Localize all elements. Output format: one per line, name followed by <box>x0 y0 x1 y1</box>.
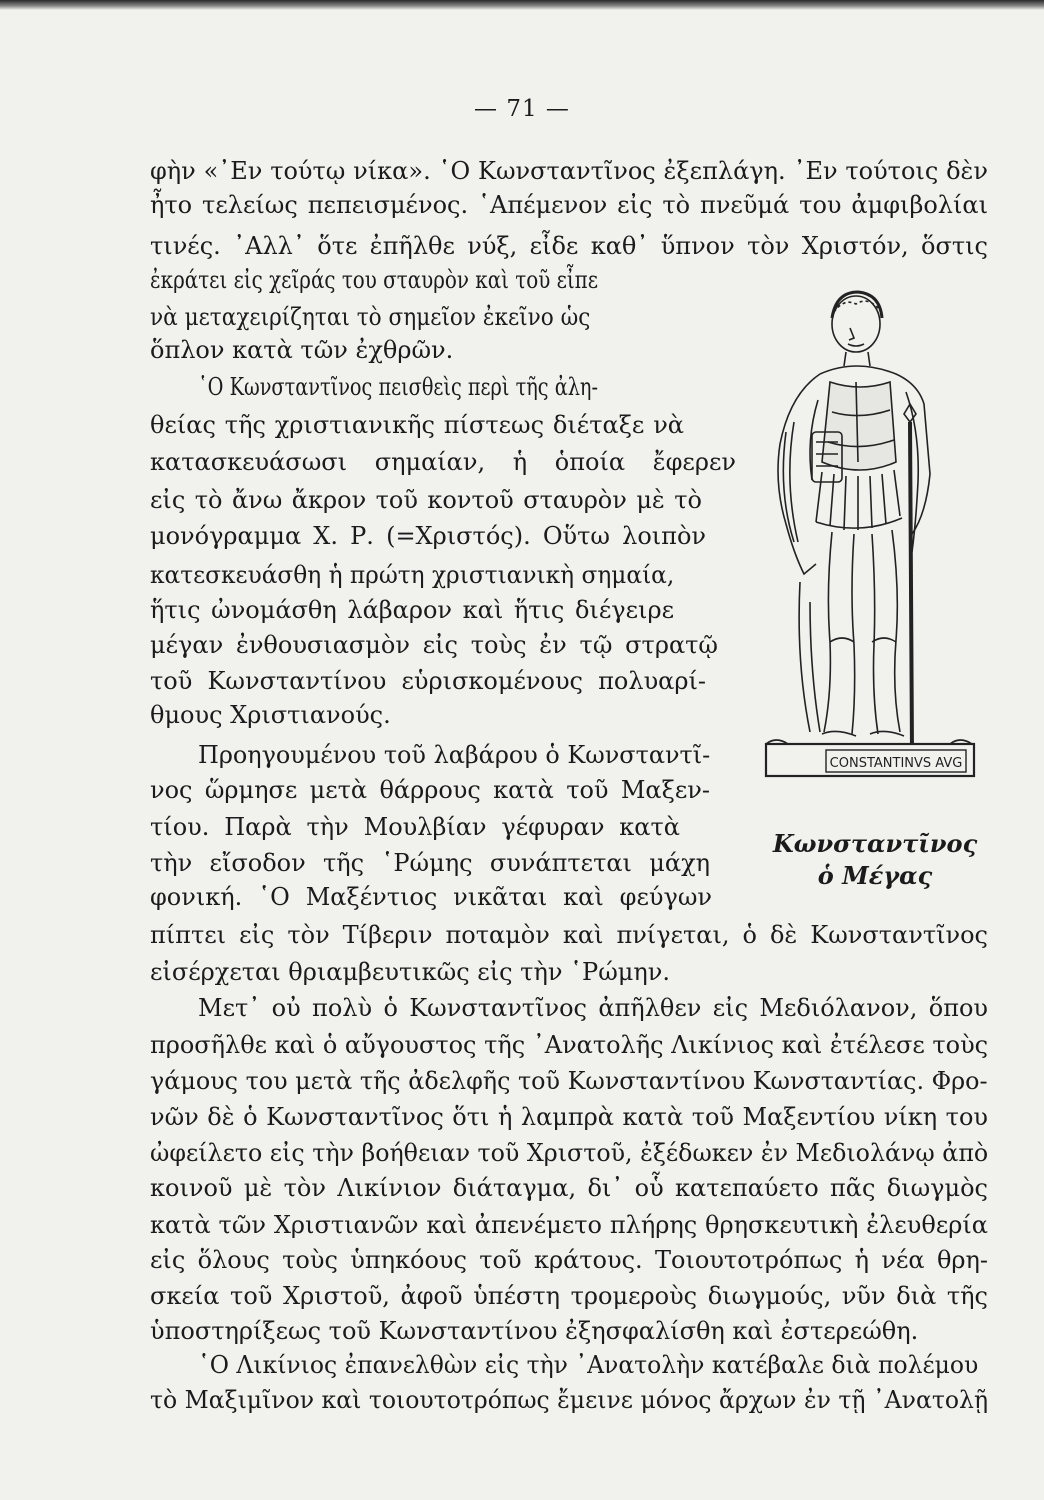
text-line: σκεία τοῦ Χριστοῦ, ἀφοῦ ὑπέστη τρομεροὺς διωγμούς, νῦν διὰ τῆς <box>150 1282 988 1310</box>
text-line: μονόγραμμα Χ. Ρ. (=Χριστός). Οὕτω λοιπὸν <box>150 522 706 550</box>
text-line: εἰς ὅλους τοὺς ὑπηκόους τοῦ κράτους. Τοιουτοτρόπως ἡ νέα θρη- <box>150 1246 988 1274</box>
text-line: τὸ Μαξιμῖνον καὶ τοιουτοτρόπως ἔμεινε μόνος ἄρχων ἐν τῇ ᾿Ανατολῇ <box>150 1386 989 1414</box>
text-line: ῾Ο Κωνσταντῖνος πεισθεὶς περὶ τῆς ἀλη- <box>198 373 598 401</box>
text-line: νος ὥρμησε μετὰ θάρρους κατὰ τοῦ Μαξεν- <box>150 776 710 804</box>
text-line: τοῦ Κωνσταντίνου εὑρισκομένους πολυαρί- <box>150 667 706 695</box>
text-line: μέγαν ἐνθουσιασμὸν εἰς τοὺς ἐν τῷ στρατῷ <box>150 631 718 659</box>
text-line: πίπτει εἰς τὸν Τίβεριν ποταμὸν καὶ πνίγεται, ὁ δὲ Κωνσταντῖνος <box>150 921 988 949</box>
text-line: προσῆλθε καὶ ὁ αὔγουστος τῆς ᾿Ανατολῆς Λικίνιος καὶ ἐτέλεσε τοὺς <box>150 1031 989 1059</box>
text-line: τὴν εἴσοδον τῆς ῾Ρώμης συνάπτεται μάχη <box>150 849 710 877</box>
text-line: νῶν δὲ ὁ Κωνσταντῖνος ὅτι ἡ λαμπρὰ κατὰ τοῦ Μαξεντίου νίκη του <box>150 1103 988 1131</box>
text-line: θμους Χριστιανούς. <box>150 701 391 729</box>
text-line: κατασκευάσωσι σημαίαν, ἡ ὁποία ἔφερεν <box>150 448 736 476</box>
statue-drawing <box>760 282 980 782</box>
text-line: θείας τῆς χριστιανικῆς πίστεως διέταξε νὰ <box>150 411 684 439</box>
text-line: κοινοῦ μὲ τὸν Λικίνιον διάταγμα, δι᾿ οὗ κατεπαύετο πᾶς διωγμὸς <box>150 1174 988 1202</box>
page-number: — 71 — <box>474 96 570 122</box>
text-line: φονική. ῾Ο Μαξέντιος νικᾶται καὶ φεύγων <box>150 883 712 911</box>
text-line: ὠφείλετο εἰς τὴν βοήθειαν τοῦ Χριστοῦ, ἐξέδωκεν ἐν Μεδιολάνῳ ἀπὸ <box>150 1139 989 1167</box>
text-line: κατὰ τῶν Χριστιανῶν καὶ ἀπενέμετο πλήρης θρησκευτικὴ ἐλευθερία <box>150 1211 988 1239</box>
text-line: Μετ᾿ οὐ πολὺ ὁ Κωνσταντῖνος ἀπῆλθεν εἰς Μεδιόλανον, ὅπου <box>198 994 988 1022</box>
statue-inscription: CONSTANTINVS AVG <box>829 756 963 771</box>
caption-epithet: ὁ Μέγας <box>817 861 933 890</box>
text-line: τίου. Παρὰ τὴν Μουλβίαν γέφυραν κατὰ <box>150 813 680 841</box>
text-line: νὰ μεταχειρίζηται τὸ σημεῖον ἐκεῖνο ὡς <box>150 303 591 331</box>
page-top-edge <box>0 0 1044 10</box>
text-line: ἥτις ὠνομάσθη λάβαρον καὶ ἥτις διέγειρε <box>150 596 674 624</box>
figure-caption <box>770 828 980 892</box>
constantine-statue-illustration <box>760 282 980 782</box>
text-line: κατεσκευάσθη ἡ πρώτη χριστιανικὴ σημαία, <box>150 561 675 589</box>
text-line: ἦτο τελείως πεπεισμένος. ῾Απέμενον εἰς τὸ πνεῦμά του ἀμφιβολίαι <box>150 191 988 219</box>
text-line: ἐκράτει εἰς χεῖράς του σταυρὸν καὶ τοῦ εἶπε <box>150 266 599 294</box>
text-line: τινές. ᾿Αλλ᾿ ὅτε ἐπῆλθε νύξ, εἶδε καθ᾿ ὕπνον τὸν Χριστόν, ὅστις <box>150 232 988 260</box>
text-line: ῾Ο Λικίνιος ἐπανελθὼν εἰς τὴν ᾿Ανατολὴν κατέβαλε διὰ πολέμου <box>198 1351 979 1379</box>
text-line: ὑποστηρίξεως τοῦ Κωνσταντίνου ἐξησφαλίσθη καὶ ἐστερεώθη. <box>150 1317 919 1345</box>
text-line: φὴν «᾿Εν τούτῳ νίκα». ῾Ο Κωνσταντῖνος ἐξεπλάγη. ᾿Εν τούτοις δὲν <box>150 157 988 185</box>
text-line: ὅπλον κατὰ τῶν ἐχθρῶν. <box>150 336 454 364</box>
caption-name: Κωνσταντῖνος <box>772 829 978 858</box>
text-line: εἰσέρχεται θριαμβευτικῶς εἰς τὴν ῾Ρώμην. <box>150 958 670 986</box>
text-line: γάμους του μετὰ τῆς ἀδελφῆς τοῦ Κωνσταντίνου Κωνσταντίας. Φρο- <box>150 1067 988 1095</box>
text-line: Προηγουμένου τοῦ λαβάρου ὁ Κωνσταντῖ- <box>198 741 711 769</box>
text-line: εἰς τὸ ἄνω ἄκρον τοῦ κοντοῦ σταυρὸν μὲ τὸ <box>150 486 702 514</box>
